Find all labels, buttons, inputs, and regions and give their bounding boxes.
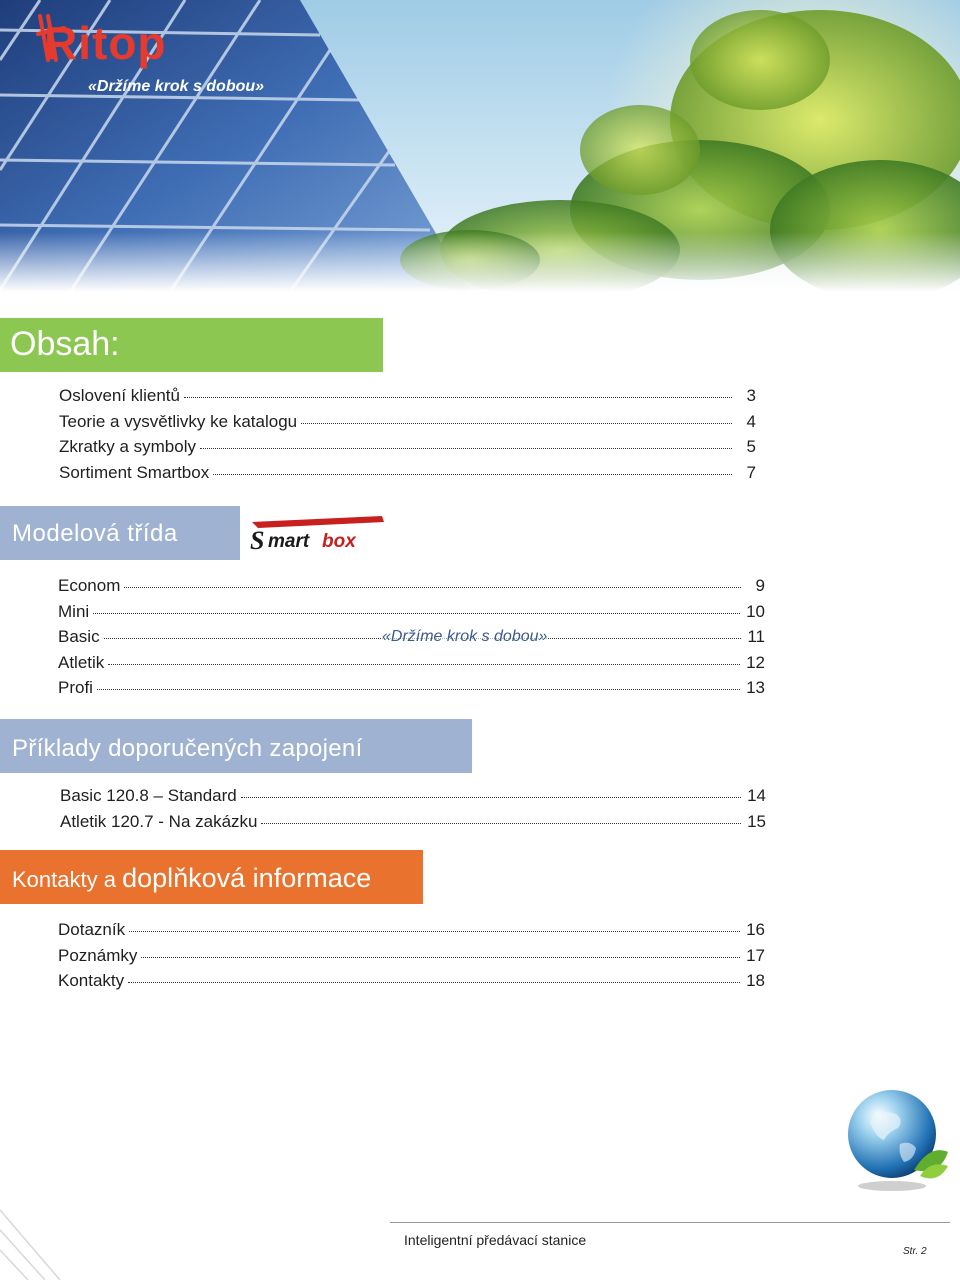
toc-entry-label: Atletik 120.7 - Na zakázku [60, 811, 258, 831]
toc-dot-leader [124, 587, 741, 588]
toc-entry-label: Dotazník [58, 920, 126, 939]
toc-dot-leader [200, 448, 732, 449]
globe-leaf-icon [840, 1082, 952, 1194]
decorative-lines [0, 1200, 110, 1280]
svg-text:S: S [250, 526, 265, 554]
toc-entry-label: Basic 120.8 – Standard [60, 786, 237, 805]
toc-entry-label: Profi [58, 678, 93, 697]
toc-entry-label: Basic [58, 627, 100, 646]
toc-entry-page: 5 [746, 437, 756, 456]
toc-entry-label: Mini [58, 601, 90, 621]
toc-entry-page: 16 [746, 920, 765, 939]
toc-row[interactable] [58, 678, 765, 698]
svg-text:box: box [322, 531, 356, 552]
toc-row[interactable] [58, 653, 765, 673]
toc-entry-page: 10 [746, 601, 765, 621]
toc-entry-page: 12 [746, 652, 765, 672]
toc-row[interactable] [58, 576, 765, 596]
ritop-logo-text: Ritop [44, 17, 167, 69]
toc-row[interactable] [59, 463, 756, 483]
toc-entry-label: Teorie a vysvětlivky ke katalogu [59, 411, 298, 431]
toc-row[interactable] [58, 602, 765, 622]
toc-dot-leader [93, 613, 740, 614]
toc-dot-leader [129, 931, 740, 932]
footer-page-number: Str. 2 [903, 1246, 927, 1257]
section-header-obsah: Obsah: [0, 318, 383, 372]
toc-entry-page: 17 [746, 945, 765, 965]
toc-dot-leader [97, 689, 740, 690]
toc-entry-page: 3 [746, 386, 756, 405]
footer-title: Inteligentní předávací stanice [404, 1232, 587, 1248]
toc-row[interactable] [59, 412, 756, 432]
toc-dot-leader [184, 397, 732, 398]
toc-entry-page: 9 [755, 576, 765, 595]
toc-entry-label: Poznámky [58, 945, 138, 965]
toc-row[interactable] [59, 437, 756, 457]
footer-rule [390, 1222, 950, 1223]
section-header-model: Modelová třída [0, 506, 240, 560]
toc-row[interactable] [58, 946, 765, 966]
toc-row[interactable] [60, 812, 766, 832]
toc-entry-label: Kontakty [58, 971, 125, 990]
toc-entry-label: Econom [58, 576, 121, 595]
section-header-priklady: Příklady doporučených zapojení [0, 719, 472, 773]
toc-entry-page: 15 [747, 811, 766, 831]
toc-entry-page: 14 [747, 786, 766, 805]
kontakty-small-text: Kontakty a [12, 867, 123, 892]
toc-dot-leader [241, 797, 741, 798]
kontakty-big-text: doplňková informace [122, 863, 372, 893]
toc-row[interactable] [58, 920, 765, 940]
toc-entry-label: Sortiment Smartbox [59, 462, 210, 482]
section-header-kontakty [0, 850, 423, 904]
toc-entry-label: Zkratky a symboly [59, 437, 196, 456]
toc-row[interactable] [58, 971, 765, 991]
svg-text:mart: mart [268, 531, 310, 552]
watermark-tagline: «Držíme krok s dobou» [382, 628, 548, 645]
toc-entry-page: 7 [746, 462, 756, 482]
toc-entry-label: Oslovení klientů [59, 386, 180, 405]
toc-row[interactable] [59, 386, 756, 406]
toc-dot-leader [261, 823, 741, 824]
toc-dot-leader [301, 423, 732, 424]
toc-entry-page: 18 [746, 971, 765, 990]
toc-entry-page: 11 [747, 627, 765, 646]
toc-dot-leader [141, 957, 740, 958]
header-tagline: «Držíme krok s dobou» [88, 78, 265, 95]
toc-dot-leader [108, 664, 740, 665]
toc-entry-label: Atletik [58, 652, 105, 672]
toc-dot-leader [213, 474, 732, 475]
toc-dot-leader [128, 982, 740, 983]
toc-entry-page: 4 [746, 411, 756, 431]
smartbox-logo [248, 514, 386, 554]
toc-row[interactable] [60, 786, 766, 806]
toc-entry-page: 13 [746, 678, 765, 697]
